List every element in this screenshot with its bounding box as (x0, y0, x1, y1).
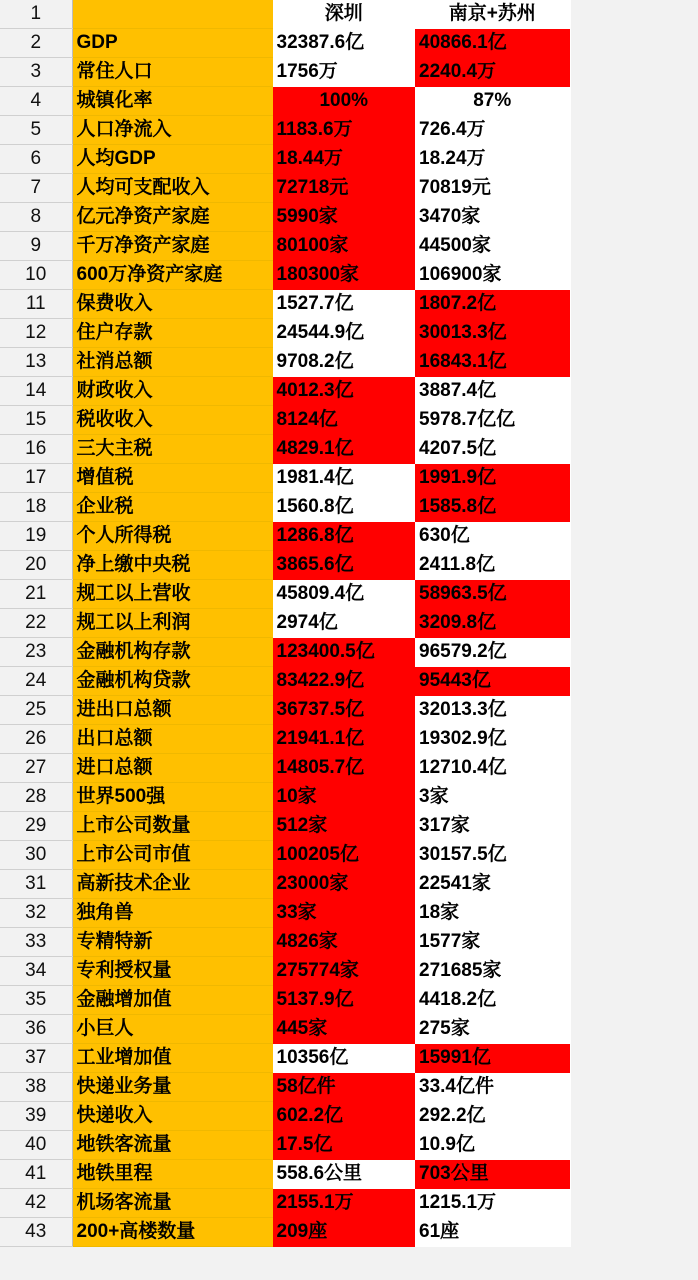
value-cell-nanjing-suzhou[interactable]: 1991.9亿 (415, 464, 570, 493)
value-cell-shenzhen[interactable]: 558.6公里 (272, 1160, 415, 1189)
value-cell-shenzhen[interactable]: 83422.9亿 (272, 667, 415, 696)
value-cell-nanjing-suzhou[interactable]: 2411.8亿 (415, 551, 570, 580)
empty-cell[interactable] (570, 522, 698, 551)
empty-cell[interactable] (570, 435, 698, 464)
empty-cell[interactable] (570, 203, 698, 232)
value-cell-shenzhen[interactable]: 1527.7亿 (272, 290, 415, 319)
metric-label-cell[interactable]: 保费收入 (72, 290, 272, 319)
row-header[interactable]: 13 (0, 348, 72, 377)
row-header[interactable]: 36 (0, 1015, 72, 1044)
value-cell-nanjing-suzhou[interactable]: 44500家 (415, 232, 570, 261)
metric-label-cell[interactable]: 进出口总额 (72, 696, 272, 725)
empty-cell[interactable] (570, 319, 698, 348)
row-header[interactable]: 40 (0, 1131, 72, 1160)
value-cell-shenzhen[interactable]: 23000家 (272, 870, 415, 899)
empty-cell[interactable] (570, 841, 698, 870)
value-cell-nanjing-suzhou[interactable]: 292.2亿 (415, 1102, 570, 1131)
table-row (0, 609, 698, 638)
empty-cell[interactable] (570, 87, 698, 116)
metric-label-cell[interactable]: 住户存款 (72, 319, 272, 348)
empty-cell[interactable] (570, 754, 698, 783)
table-row (0, 203, 698, 232)
row-header[interactable]: 41 (0, 1160, 72, 1189)
table-row (0, 319, 698, 348)
value-cell-shenzhen[interactable]: 180300家 (272, 261, 415, 290)
table-row (0, 522, 698, 551)
value-cell-nanjing-suzhou[interactable]: 2240.4万 (415, 58, 570, 87)
row-header[interactable]: 43 (0, 1218, 72, 1247)
table-row (0, 464, 698, 493)
empty-cell[interactable] (570, 406, 698, 435)
table-row (0, 812, 698, 841)
empty-cell[interactable] (570, 551, 698, 580)
value-cell-shenzhen[interactable]: 1981.4亿 (272, 464, 415, 493)
row-header[interactable]: 28 (0, 783, 72, 812)
row-header[interactable]: 3 (0, 58, 72, 87)
empty-cell[interactable] (570, 1015, 698, 1044)
value-cell-nanjing-suzhou[interactable]: 22541家 (415, 870, 570, 899)
empty-cell[interactable] (570, 667, 698, 696)
value-cell-nanjing-suzhou[interactable]: 5978.7亿亿 (415, 406, 570, 435)
metric-label-cell[interactable]: 工业增加值 (72, 1044, 272, 1073)
row-header[interactable]: 42 (0, 1189, 72, 1218)
value-cell-nanjing-suzhou[interactable]: 96579.2亿 (415, 638, 570, 667)
value-cell-shenzhen[interactable]: 17.5亿 (272, 1131, 415, 1160)
value-cell-shenzhen[interactable]: 10家 (272, 783, 415, 812)
metric-label-cell[interactable]: 金融机构贷款 (72, 667, 272, 696)
value-cell-shenzhen[interactable]: 123400.5亿 (272, 638, 415, 667)
metric-label-cell[interactable]: 出口总额 (72, 725, 272, 754)
table-row (0, 986, 698, 1015)
row-header[interactable]: 2 (0, 29, 72, 58)
value-cell-nanjing-suzhou[interactable]: 1807.2亿 (415, 290, 570, 319)
value-cell-shenzhen[interactable]: 14805.7亿 (272, 754, 415, 783)
metric-label-cell[interactable]: 规工以上营收 (72, 580, 272, 609)
value-cell-nanjing-suzhou[interactable]: 40866.1亿 (415, 29, 570, 58)
empty-cell[interactable] (570, 290, 698, 319)
metric-label-cell[interactable]: 人均GDP (72, 145, 272, 174)
metric-label-cell[interactable]: 净上缴中央税 (72, 551, 272, 580)
value-cell-nanjing-suzhou[interactable]: 703公里 (415, 1160, 570, 1189)
table-row (0, 377, 698, 406)
empty-cell[interactable] (570, 783, 698, 812)
value-cell-shenzhen[interactable]: 2155.1万 (272, 1189, 415, 1218)
empty-cell[interactable] (570, 377, 698, 406)
row-header[interactable]: 35 (0, 986, 72, 1015)
metric-label-cell[interactable]: 财政收入 (72, 377, 272, 406)
row-header[interactable]: 17 (0, 464, 72, 493)
empty-cell[interactable] (570, 232, 698, 261)
row-header[interactable]: 18 (0, 493, 72, 522)
row-header[interactable]: 12 (0, 319, 72, 348)
value-cell-nanjing-suzhou[interactable]: 18家 (415, 899, 570, 928)
empty-cell[interactable] (570, 870, 698, 899)
table-row (0, 0, 698, 29)
value-cell-nanjing-suzhou[interactable]: 16843.1亿 (415, 348, 570, 377)
empty-cell[interactable] (570, 174, 698, 203)
value-cell-shenzhen[interactable]: 445家 (272, 1015, 415, 1044)
value-cell-nanjing-suzhou[interactable]: 1585.8亿 (415, 493, 570, 522)
metric-label-cell[interactable]: 企业税 (72, 493, 272, 522)
row-header[interactable]: 30 (0, 841, 72, 870)
empty-cell[interactable] (570, 145, 698, 174)
row-header[interactable]: 19 (0, 522, 72, 551)
empty-cell[interactable] (570, 348, 698, 377)
row-header[interactable]: 31 (0, 870, 72, 899)
table-row (0, 696, 698, 725)
table-row (0, 493, 698, 522)
row-header[interactable]: 7 (0, 174, 72, 203)
row-header[interactable]: 23 (0, 638, 72, 667)
row-header[interactable]: 8 (0, 203, 72, 232)
table-row (0, 754, 698, 783)
empty-cell[interactable] (570, 116, 698, 145)
row-header[interactable]: 37 (0, 1044, 72, 1073)
value-cell-shenzhen[interactable]: 18.44万 (272, 145, 415, 174)
column-header-shenzhen[interactable]: 深圳 (272, 0, 415, 29)
metric-label-cell[interactable]: 亿元净资产家庭 (72, 203, 272, 232)
row-header[interactable]: 39 (0, 1102, 72, 1131)
row-header[interactable]: 10 (0, 261, 72, 290)
empty-cell[interactable] (570, 1131, 698, 1160)
empty-cell[interactable] (570, 1189, 698, 1218)
row-header[interactable]: 29 (0, 812, 72, 841)
value-cell-nanjing-suzhou[interactable]: 275家 (415, 1015, 570, 1044)
empty-cell[interactable] (570, 638, 698, 667)
empty-cell[interactable] (570, 261, 698, 290)
row-header[interactable]: 16 (0, 435, 72, 464)
value-cell-nanjing-suzhou[interactable]: 19302.9亿 (415, 725, 570, 754)
row-header[interactable]: 9 (0, 232, 72, 261)
value-cell-nanjing-suzhou[interactable]: 3470家 (415, 203, 570, 232)
metric-label-cell[interactable]: 上市公司数量 (72, 812, 272, 841)
empty-cell[interactable] (570, 812, 698, 841)
column-header-nanjing-suzhou[interactable]: 南京+苏州 (415, 0, 570, 29)
row-header[interactable]: 38 (0, 1073, 72, 1102)
value-cell-shenzhen[interactable]: 4012.3亿 (272, 377, 415, 406)
value-cell-nanjing-suzhou[interactable]: 30157.5亿 (415, 841, 570, 870)
table-row (0, 290, 698, 319)
value-cell-nanjing-suzhou[interactable]: 4207.5亿 (415, 435, 570, 464)
metric-label-cell[interactable]: 上市公司市值 (72, 841, 272, 870)
value-cell-shenzhen[interactable]: 36737.5亿 (272, 696, 415, 725)
row-header[interactable]: 34 (0, 957, 72, 986)
value-cell-nanjing-suzhou[interactable]: 33.4亿件 (415, 1073, 570, 1102)
metric-label-cell[interactable]: 三大主税 (72, 435, 272, 464)
value-cell-shenzhen[interactable]: 1560.8亿 (272, 493, 415, 522)
value-cell-nanjing-suzhou[interactable]: 1577家 (415, 928, 570, 957)
metric-label-cell[interactable]: 600万净资产家庭 (72, 261, 272, 290)
metric-label-cell[interactable]: 进口总额 (72, 754, 272, 783)
value-cell-nanjing-suzhou[interactable]: 32013.3亿 (415, 696, 570, 725)
metric-label-cell[interactable]: 小巨人 (72, 1015, 272, 1044)
value-cell-nanjing-suzhou[interactable]: 58963.5亿 (415, 580, 570, 609)
table-row (0, 1015, 698, 1044)
value-cell-nanjing-suzhou[interactable]: 630亿 (415, 522, 570, 551)
table-row (0, 145, 698, 174)
row-header[interactable]: 14 (0, 377, 72, 406)
value-cell-shenzhen[interactable]: 275774家 (272, 957, 415, 986)
value-cell-shenzhen[interactable]: 45809.4亿 (272, 580, 415, 609)
metric-label-cell[interactable]: 快递收入 (72, 1102, 272, 1131)
value-cell-shenzhen[interactable]: 9708.2亿 (272, 348, 415, 377)
value-cell-nanjing-suzhou[interactable]: 70819元 (415, 174, 570, 203)
metric-label-cell[interactable]: 个人所得税 (72, 522, 272, 551)
value-cell-shenzhen[interactable]: 1286.8亿 (272, 522, 415, 551)
metric-label-cell[interactable]: 机场客流量 (72, 1189, 272, 1218)
empty-cell[interactable] (570, 1044, 698, 1073)
empty-cell[interactable] (570, 696, 698, 725)
table-row (0, 435, 698, 464)
table-row (0, 174, 698, 203)
value-cell-shenzhen[interactable]: 209座 (272, 1218, 415, 1247)
table-row (0, 551, 698, 580)
metric-label-cell[interactable]: 地铁里程 (72, 1160, 272, 1189)
value-cell-shenzhen[interactable]: 80100家 (272, 232, 415, 261)
value-cell-shenzhen[interactable]: 32387.6亿 (272, 29, 415, 58)
value-cell-shenzhen[interactable]: 100% (272, 87, 415, 116)
table-row (0, 580, 698, 609)
empty-cell[interactable] (570, 1218, 698, 1247)
value-cell-nanjing-suzhou[interactable]: 3209.8亿 (415, 609, 570, 638)
metric-label-cell[interactable]: 高新技术企业 (72, 870, 272, 899)
value-cell-shenzhen[interactable]: 1183.6万 (272, 116, 415, 145)
row-header[interactable]: 1 (0, 0, 72, 29)
empty-cell[interactable] (570, 493, 698, 522)
metric-label-cell[interactable]: 常住人口 (72, 58, 272, 87)
value-cell-nanjing-suzhou[interactable]: 726.4万 (415, 116, 570, 145)
value-cell-shenzhen[interactable]: 3865.6亿 (272, 551, 415, 580)
value-cell-nanjing-suzhou[interactable]: 271685家 (415, 957, 570, 986)
table-row (0, 1218, 698, 1247)
value-cell-nanjing-suzhou[interactable]: 15991亿 (415, 1044, 570, 1073)
metric-label-cell[interactable]: 社消总额 (72, 348, 272, 377)
table-row (0, 841, 698, 870)
table-corner-cell[interactable] (72, 0, 272, 29)
row-header[interactable]: 26 (0, 725, 72, 754)
value-cell-shenzhen[interactable]: 21941.1亿 (272, 725, 415, 754)
row-header[interactable]: 27 (0, 754, 72, 783)
row-header[interactable]: 4 (0, 87, 72, 116)
value-cell-nanjing-suzhou[interactable]: 106900家 (415, 261, 570, 290)
metric-label-cell[interactable]: 人均可支配收入 (72, 174, 272, 203)
table-row (0, 1160, 698, 1189)
value-cell-shenzhen[interactable]: 100205亿 (272, 841, 415, 870)
table-row (0, 348, 698, 377)
value-cell-shenzhen[interactable]: 5137.9亿 (272, 986, 415, 1015)
value-cell-shenzhen[interactable]: 24544.9亿 (272, 319, 415, 348)
value-cell-shenzhen[interactable]: 5990家 (272, 203, 415, 232)
row-header[interactable]: 11 (0, 290, 72, 319)
metric-label-cell[interactable]: 千万净资产家庭 (72, 232, 272, 261)
value-cell-shenzhen[interactable]: 1756万 (272, 58, 415, 87)
table-row (0, 1044, 698, 1073)
table-row (0, 29, 698, 58)
row-header[interactable]: 20 (0, 551, 72, 580)
table-row (0, 783, 698, 812)
value-cell-nanjing-suzhou[interactable]: 3家 (415, 783, 570, 812)
empty-cell[interactable] (570, 609, 698, 638)
row-header[interactable]: 15 (0, 406, 72, 435)
value-cell-nanjing-suzhou[interactable]: 30013.3亿 (415, 319, 570, 348)
table-row (0, 1073, 698, 1102)
empty-cell[interactable] (570, 580, 698, 609)
empty-cell[interactable] (570, 464, 698, 493)
row-header[interactable]: 21 (0, 580, 72, 609)
value-cell-nanjing-suzhou[interactable]: 87% (415, 87, 570, 116)
empty-cell[interactable] (570, 899, 698, 928)
value-cell-shenzhen[interactable]: 8124亿 (272, 406, 415, 435)
value-cell-nanjing-suzhou[interactable]: 4418.2亿 (415, 986, 570, 1015)
table-row (0, 1189, 698, 1218)
metric-label-cell[interactable]: 人口净流入 (72, 116, 272, 145)
table-row (0, 957, 698, 986)
metric-label-cell[interactable]: 专利授权量 (72, 957, 272, 986)
empty-cell[interactable] (570, 0, 698, 29)
row-header[interactable]: 32 (0, 899, 72, 928)
empty-cell[interactable] (570, 58, 698, 87)
value-cell-nanjing-suzhou[interactable]: 3887.4亿 (415, 377, 570, 406)
value-cell-nanjing-suzhou[interactable]: 95443亿 (415, 667, 570, 696)
table-row (0, 725, 698, 754)
table-row (0, 87, 698, 116)
empty-cell[interactable] (570, 928, 698, 957)
table-row (0, 899, 698, 928)
value-cell-shenzhen[interactable]: 2974亿 (272, 609, 415, 638)
metric-label-cell[interactable]: 200+高楼数量 (72, 1218, 272, 1247)
metric-label-cell[interactable]: 独角兽 (72, 899, 272, 928)
row-header[interactable]: 22 (0, 609, 72, 638)
row-header[interactable]: 33 (0, 928, 72, 957)
value-cell-shenzhen[interactable]: 4826家 (272, 928, 415, 957)
table-row (0, 1102, 698, 1131)
value-cell-nanjing-suzhou[interactable]: 10.9亿 (415, 1131, 570, 1160)
table-row (0, 1131, 698, 1160)
table-row (0, 406, 698, 435)
table-row (0, 58, 698, 87)
metric-label-cell[interactable]: 金融机构存款 (72, 638, 272, 667)
metric-label-cell[interactable]: 增值税 (72, 464, 272, 493)
table-row (0, 116, 698, 145)
row-header[interactable]: 25 (0, 696, 72, 725)
value-cell-nanjing-suzhou[interactable]: 61座 (415, 1218, 570, 1247)
value-cell-shenzhen[interactable]: 4829.1亿 (272, 435, 415, 464)
value-cell-shenzhen[interactable]: 33家 (272, 899, 415, 928)
table-row (0, 232, 698, 261)
metric-label-cell[interactable]: 税收收入 (72, 406, 272, 435)
table-row (0, 638, 698, 667)
metric-label-cell[interactable]: 专精特新 (72, 928, 272, 957)
metric-label-cell[interactable]: 地铁客流量 (72, 1131, 272, 1160)
value-cell-nanjing-suzhou[interactable]: 18.24万 (415, 145, 570, 174)
empty-cell[interactable] (570, 986, 698, 1015)
value-cell-shenzhen[interactable]: 602.2亿 (272, 1102, 415, 1131)
metric-label-cell[interactable]: 快递业务量 (72, 1073, 272, 1102)
table-row (0, 261, 698, 290)
value-cell-shenzhen[interactable]: 72718元 (272, 174, 415, 203)
row-header[interactable]: 24 (0, 667, 72, 696)
empty-cell[interactable] (570, 1102, 698, 1131)
row-header[interactable]: 5 (0, 116, 72, 145)
metric-label-cell[interactable]: 规工以上利润 (72, 609, 272, 638)
table-row (0, 928, 698, 957)
empty-cell[interactable] (570, 29, 698, 58)
metric-label-cell[interactable]: 世界500强 (72, 783, 272, 812)
empty-cell[interactable] (570, 725, 698, 754)
value-cell-shenzhen[interactable]: 512家 (272, 812, 415, 841)
metric-label-cell[interactable]: 金融增加值 (72, 986, 272, 1015)
table-row (0, 870, 698, 899)
table-row (0, 667, 698, 696)
value-cell-nanjing-suzhou[interactable]: 12710.4亿 (415, 754, 570, 783)
empty-cell[interactable] (570, 957, 698, 986)
value-cell-shenzhen[interactable]: 10356亿 (272, 1044, 415, 1073)
value-cell-shenzhen[interactable]: 58亿件 (272, 1073, 415, 1102)
empty-cell[interactable] (570, 1073, 698, 1102)
metric-label-cell[interactable]: GDP (72, 29, 272, 58)
empty-cell[interactable] (570, 1160, 698, 1189)
value-cell-nanjing-suzhou[interactable]: 1215.1万 (415, 1189, 570, 1218)
value-cell-nanjing-suzhou[interactable]: 317家 (415, 812, 570, 841)
metric-label-cell[interactable]: 城镇化率 (72, 87, 272, 116)
row-header[interactable]: 6 (0, 145, 72, 174)
